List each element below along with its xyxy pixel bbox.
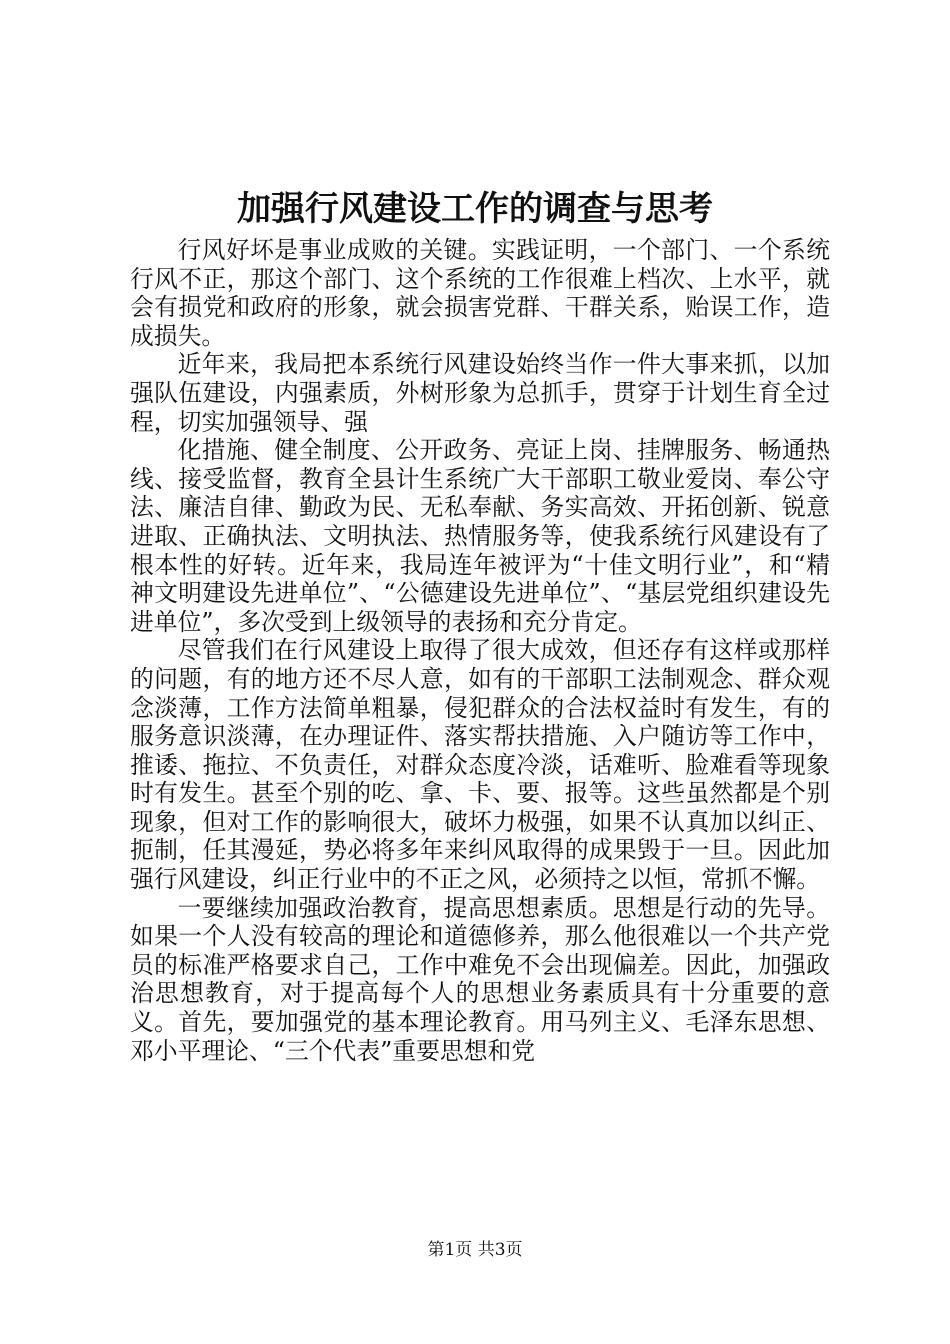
paragraph-4: 尽管我们在行风建设上取得了很大成效，但还存有这样或那样的问题，有的地方还不尽人意，如有的干部职工法制观念、群众观念淡薄，工作方法简单粗暴，侵犯群众的合法权益时有发生，有的服务意识淡薄，在办理证件、落实帮扶措施、入户随访等工作中，推诿、拖拉、不负责任，对群众态度冷淡，话难听、脸难看等现象时有发生。甚至个别的吃、拿、卡、要、报等。这些虽然都是个别现象，但对工作的影响很大，破坏力极强，如果不认真加以纠正、扼制，任其漫延，势必将多年来纠风取得的成果毁于一旦。因此加强行风建设，纠正行业中的不正之风，必须持之以恒，常抓不懈。 (130, 636, 830, 894)
page-footer: 第1页 共3页 (427, 1240, 523, 1260)
paragraph-2: 近年来，我局把本系统行风建设始终当作一件大事来抓，以加强队伍建设，内强素质，外树形象为总抓手，贯穿于计划生育全过程，切实加强领导、强 (130, 350, 830, 436)
paragraph-5: 一要继续加强政治教育，提高思想素质。思想是行动的先导。如果一个人没有较高的理论和道德修养，那么他很难以一个共产党员的标准严格要求自己，工作中难免不会出现偏差。因此，加强政治思想教育，对于提高每个人的思想业务素质具有十分重要的意义。首先，要加强党的基本理论教育。用马列主义、毛泽东思想、邓小平理论、“三个代表”重要思想和党 (130, 893, 830, 1065)
paragraph-3: 化措施、健全制度、公开政务、亮证上岗、挂牌服务、畅通热线、接受监督，教育全县计生系统广大干部职工敬业爱岗、奉公守法、廉洁自律、勤政为民、无私奉献、务实高效、开拓创新、锐意进取、正确执法、文明执法、热情服务等，使我系统行风建设有了根本性的好转。近年来，我局连年被评为“十佳文明行业”，和“精神文明建设先进单位”、“公德建设先进单位”、“基层党组织建设先进单位”，多次受到上级领导的表扬和充分肯定。 (130, 436, 830, 636)
document-title: 加强行风建设工作的调查与思考 (237, 189, 713, 229)
paragraph-1: 行风好坏是事业成败的关键。实践证明，一个部门、一个系统行风不正，那这个部门、这个系统的工作很难上档次、上水平，就会有损党和政府的形象，就会损害党群、干群关系，贻误工作，造成损失。 (130, 236, 830, 350)
document-body (130, 236, 830, 1065)
